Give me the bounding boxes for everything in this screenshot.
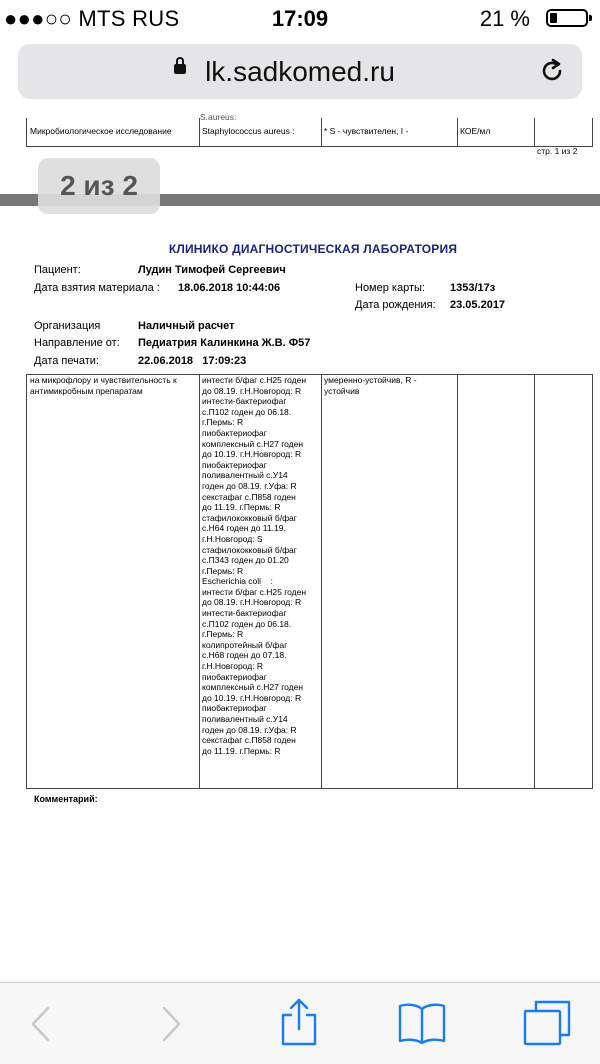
org-value: Наличный расчет: [138, 320, 235, 332]
card-value: 1353/17з: [450, 282, 496, 294]
battery-percent: 21 %: [479, 6, 530, 31]
previous-page-row: [26, 118, 593, 147]
prev-col-3: * S - чувствителен, I -: [324, 126, 409, 136]
page-number: стр. 1 из 2: [537, 146, 578, 156]
patient-value: Лудин Тимофей Сергеевич: [138, 264, 286, 276]
forward-icon[interactable]: [160, 1005, 184, 1043]
battery-fill: [550, 13, 557, 23]
patient-label: Пациент:: [34, 264, 81, 276]
table-cell-result: интести б/фаг с.Н25 годен до 08.19. г.Н.Новгород: R интести-бактериофаг с.П102 годен до 06.18. г.Пермь: R пиобактериофаг комплексный с.Н27 годен до 10.19. г.Н.Новгород: R пиобактериофаг поливалентный с.У14 годен до 08.19. г.Уфа: R секстафаг с.П858 годен до 11.19. г.Пермь: R стафилококковый б/фаг с.Н64 годен до 11.19. г.Н.Новгород: S стафилококковый б/фаг с.П343 годен до 01.20 г.Пермь: R Escherichia coli : интести б/фаг с.Н25 годен до 08.19. г.Н.Новгород: R интести-бактериофаг с.П102 годен до 06.18. г.Пермь: R колипротейный б/фаг с.Н68 годен до 07.18. г.Н.Новгород: R пиобактериофаг комплексный с.Н27 годен до 10.19. г.Н.Новгород: R пиобактериофаг поливалентный с.У14 годен до 08.19. г.Уфа: R секстафаг с.П858 годен до 11.19. г.Пермь: R: [202, 375, 307, 756]
reload-icon[interactable]: [538, 57, 566, 85]
lab-title: КЛИНИКО ДИАГНОСТИЧЕСКАЯ ЛАБОРАТОРИЯ: [168, 242, 458, 256]
print-date-label: Дата печати:: [34, 355, 99, 367]
comment-label: Комментарий:: [34, 794, 98, 804]
results-table: [26, 374, 593, 789]
share-icon[interactable]: [278, 997, 320, 1047]
tabs-icon[interactable]: [522, 999, 572, 1047]
print-date-value: 22.06.2018 17:09:23: [138, 355, 247, 367]
pdf-document[interactable]: [0, 112, 600, 982]
org-label: Организация: [34, 320, 101, 332]
birth-label: Дата рождения:: [355, 299, 436, 311]
page-indicator: 2 из 2: [38, 158, 160, 214]
battery-icon: [546, 9, 588, 27]
sample-date-value: 18.06.2018 10:44:06: [178, 282, 281, 294]
birth-value: 23.05.2017: [450, 299, 506, 311]
prev-col-2: Staphylococcus aureus :: [202, 126, 295, 136]
carrier-signal: ●●●○○ MTS RUS: [4, 6, 180, 31]
browser-toolbar: [0, 982, 600, 1064]
bookmarks-icon[interactable]: [396, 1001, 448, 1045]
prev-col-4: КОЕ/мл: [460, 126, 491, 136]
sample-date-label: Дата взятия материала :: [34, 282, 160, 294]
table-cell-note: умеренно-устойчив, R - устойчив: [324, 375, 417, 396]
url-text[interactable]: lk.sadkomed.ru: [205, 56, 395, 87]
referral-value: Педиатрия Калинкина Ж.В. Ф57: [138, 337, 311, 349]
address-bar[interactable]: [18, 44, 582, 99]
prev-col-1: Микробиологическое исследование: [30, 126, 172, 136]
clock: 17:09: [271, 6, 329, 31]
status-bar: [0, 0, 600, 38]
table-bottom-line: [26, 788, 592, 789]
table-cell-test: на микрофлору и чувствительность к антимикробным препаратам: [30, 375, 177, 396]
referral-label: Направление от:: [34, 337, 120, 349]
card-label: Номер карты:: [355, 282, 425, 294]
cut-text: S.aureus:: [200, 112, 237, 122]
back-icon[interactable]: [28, 1005, 52, 1043]
